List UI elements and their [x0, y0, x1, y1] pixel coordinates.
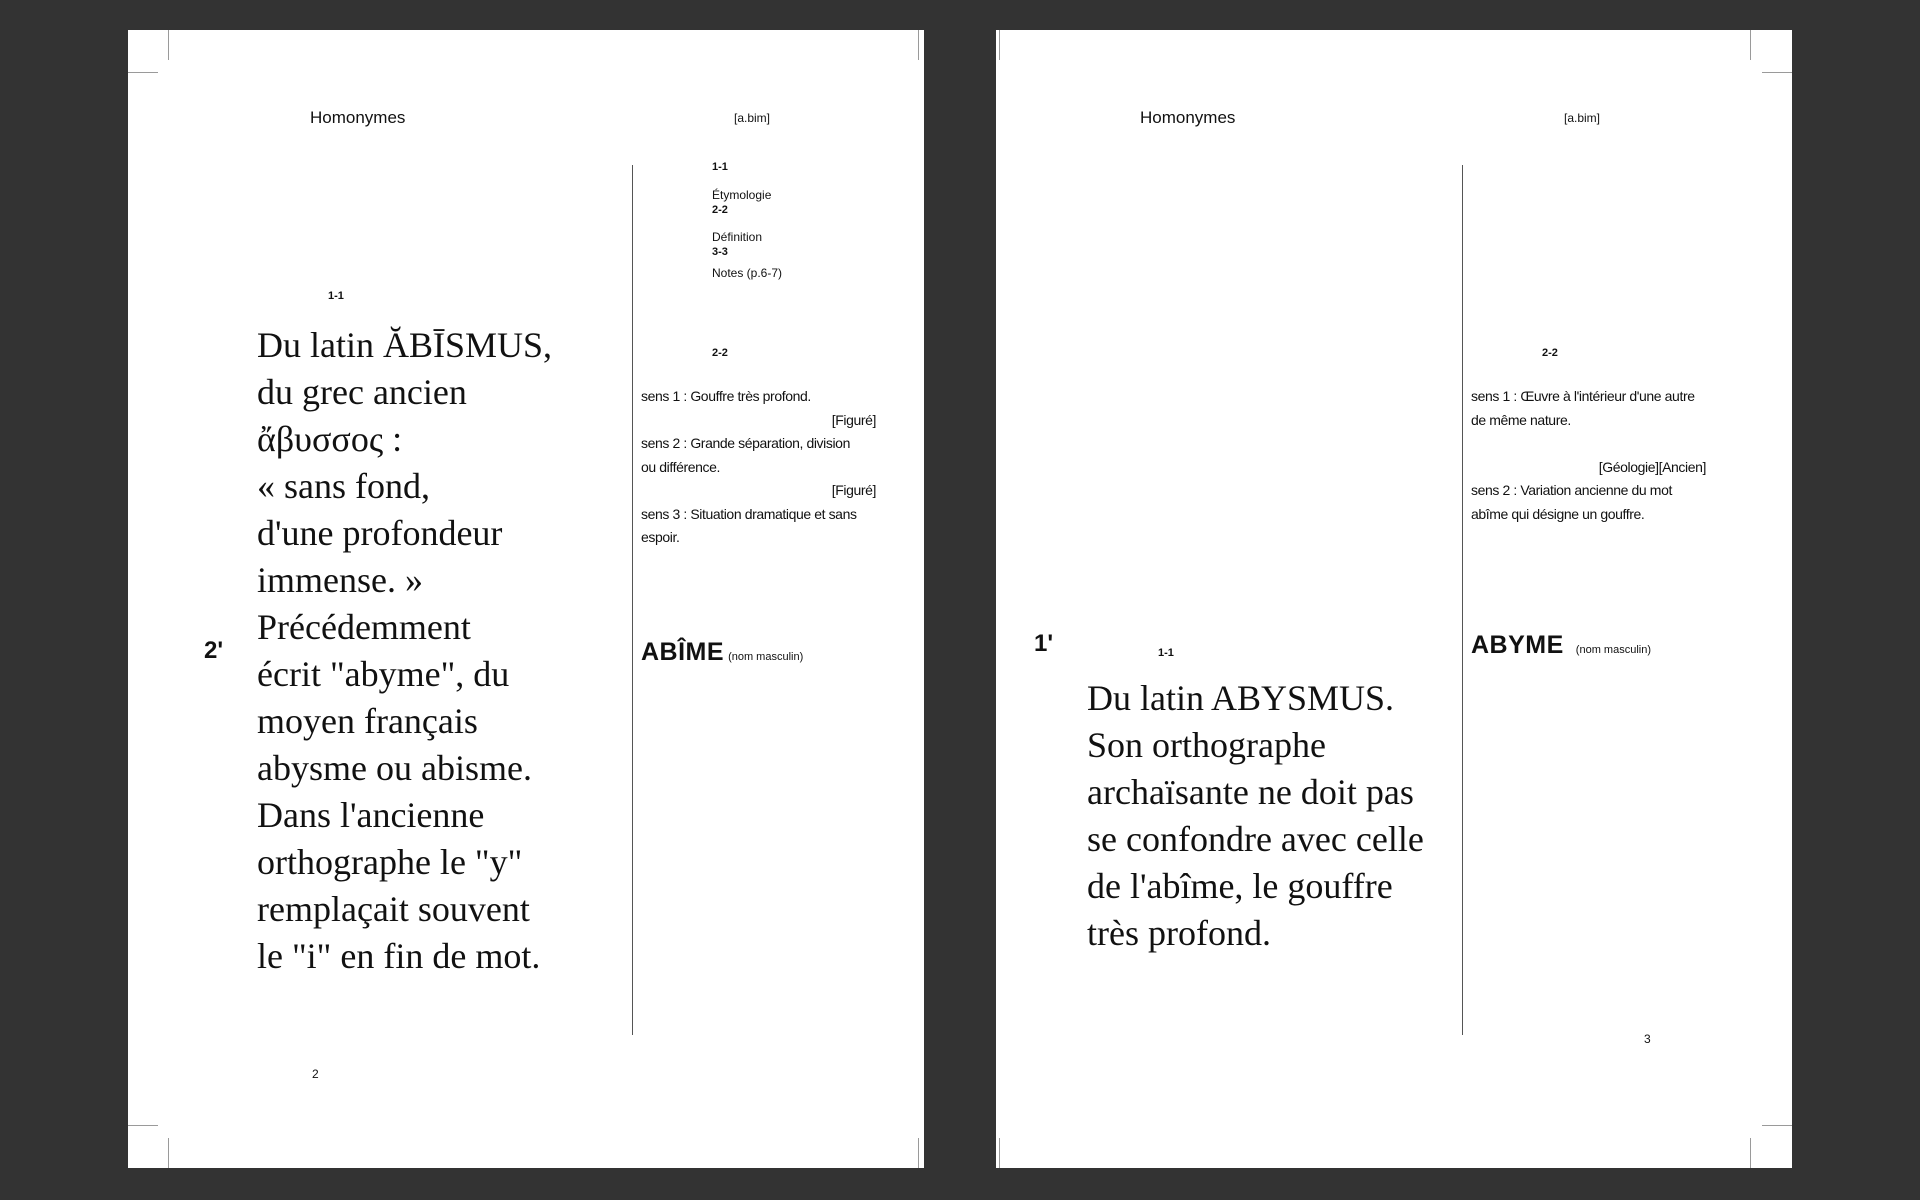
- etymology-line: abysme ou abisme.: [257, 748, 532, 788]
- crop-mark: [1750, 1138, 1751, 1168]
- header-pronunciation: [a.bim]: [1564, 111, 1601, 125]
- page-number: 3: [1644, 1032, 1651, 1046]
- crop-mark: [1750, 30, 1751, 60]
- section-marker: 2': [204, 637, 224, 664]
- sense-tag: [Figuré]: [831, 411, 876, 428]
- crop-mark: [999, 30, 1000, 60]
- toc-number: 1-1: [712, 161, 728, 173]
- headword: ABYME: [1471, 631, 1564, 659]
- crop-mark: [999, 1138, 1000, 1168]
- etymology-line: écrit "abyme", du: [257, 654, 510, 694]
- etymology-line: Son orthographe: [1087, 725, 1326, 765]
- sense-line: sens 1 : Œuvre à l'intérieur d'une autre: [1471, 388, 1695, 404]
- etymology-line: « sans fond,: [257, 466, 430, 506]
- etymology-text: [257, 322, 552, 980]
- header-pronunciation: [a.bim]: [734, 111, 771, 125]
- sense-line: sens 2 : Grande séparation, division: [641, 435, 850, 451]
- sense-line: abîme qui désigne un gouffre.: [1471, 505, 1645, 522]
- crop-mark: [128, 72, 158, 73]
- etymology-line: Précédemment: [257, 607, 471, 647]
- toc-number: 2-2: [712, 204, 728, 216]
- sense-line: sens 3 : Situation dramatique et sans: [641, 505, 857, 522]
- crop-mark: [1762, 1125, 1792, 1126]
- section-marker: 1': [1034, 630, 1054, 657]
- headword-entry: [641, 638, 803, 667]
- column-rule: [632, 165, 633, 1035]
- header-title: Homonymes: [1140, 108, 1236, 127]
- toc-label: Définition: [712, 230, 763, 244]
- etymology-text: [1087, 675, 1424, 957]
- etymology-line: du grec ancien: [257, 372, 467, 412]
- etymology-line: se confondre avec celle: [1087, 819, 1424, 859]
- headword-entry: [1471, 631, 1651, 660]
- etymology-line: très profond.: [1087, 913, 1271, 953]
- toc-number: 3-3: [712, 246, 728, 258]
- definition-ref: 2-2: [712, 347, 728, 359]
- crop-mark: [918, 30, 919, 60]
- definition-block: [641, 385, 876, 550]
- toc-label: Étymologie: [712, 188, 772, 202]
- etymology-line: le "i" en fin de mot.: [257, 936, 541, 976]
- right-page: [996, 30, 1792, 1168]
- header-title: Homonymes: [310, 108, 406, 127]
- sense-line: sens 1 : Gouffre très profond.: [641, 388, 811, 404]
- part-of-speech: (nom masculin): [728, 651, 804, 663]
- crop-mark: [168, 30, 169, 60]
- crop-mark: [168, 1138, 169, 1168]
- blank-line: [1471, 432, 1706, 456]
- part-of-speech: (nom masculin): [1575, 644, 1651, 656]
- definition-block: [1471, 385, 1706, 526]
- etymology-line: Dans l'ancienne: [257, 795, 485, 835]
- etymology-line: ἄβυσσος :: [257, 419, 403, 459]
- left-page: [128, 30, 924, 1168]
- etymology-line: moyen français: [257, 701, 478, 741]
- etymology-line: archaïsante ne doit pas: [1087, 772, 1414, 812]
- sense-tag: [Géologie][Ancien]: [1598, 458, 1706, 475]
- etymology-ref: 1-1: [328, 290, 344, 302]
- etymology-line: orthographe le "y": [257, 842, 523, 882]
- etymology-line: de l'abîme, le gouffre: [1087, 866, 1393, 906]
- sense-line: ou différence.: [641, 458, 720, 475]
- sense-tag: [Figuré]: [831, 482, 876, 498]
- crop-mark: [1762, 72, 1792, 73]
- page-number: 2: [312, 1067, 319, 1081]
- headword: ABÎME: [641, 638, 725, 666]
- column-rule: [1462, 165, 1463, 1035]
- sense-line: espoir.: [641, 529, 680, 545]
- crop-mark: [918, 1138, 919, 1168]
- etymology-line: d'une profondeur: [257, 513, 503, 553]
- etymology-line: Du latin ĂBĪSMUS,: [257, 325, 553, 365]
- toc-label: Notes (p.6-7): [712, 266, 783, 280]
- sense-line: de même nature.: [1471, 411, 1571, 428]
- crop-mark: [128, 1125, 158, 1126]
- etymology-line: Du latin ABYSMUS.: [1087, 678, 1395, 718]
- definition-ref: 2-2: [1542, 347, 1558, 359]
- etymology-ref: 1-1: [1158, 647, 1174, 659]
- sense-line: sens 2 : Variation ancienne du mot: [1471, 482, 1672, 498]
- etymology-line: immense. »: [257, 560, 423, 600]
- etymology-line: remplaçait souvent: [257, 889, 530, 929]
